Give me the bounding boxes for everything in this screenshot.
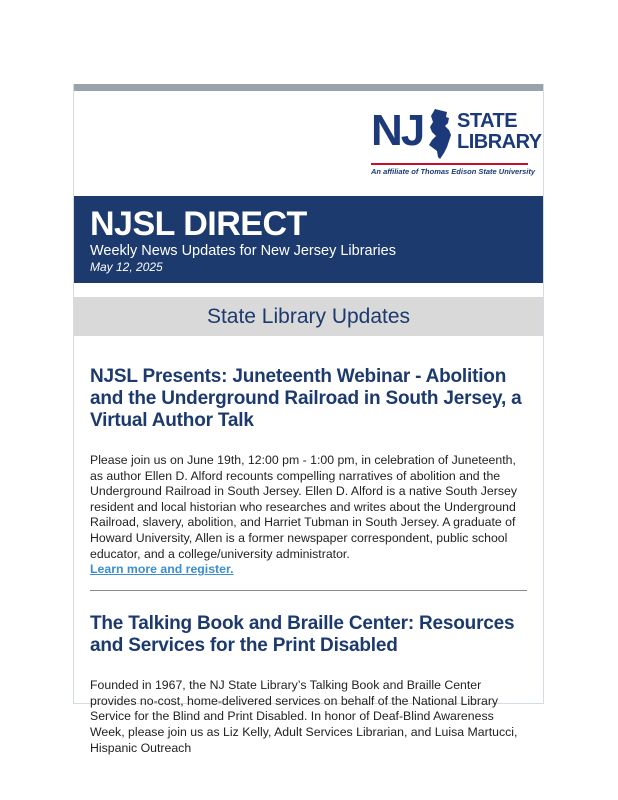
newsletter-title: NJSL DIRECT bbox=[90, 205, 307, 243]
logo-wordmark bbox=[457, 111, 542, 153]
logo-red-rule bbox=[371, 163, 528, 165]
header-logo-area bbox=[74, 91, 543, 196]
learn-more-register-link[interactable]: Learn more and register. bbox=[90, 562, 234, 577]
article-body: Please join us on June 19th, 12:00 pm - 1:00 pm, in celebration of Juneteenth, as author Ellen D. Alford recounts compelling narratives of abolition and the Underground Railroad in South Jersey. Ellen D. Alford is a native South Jersey resident and local historian who researches and writes about the Underground Railroad, slavery, abolition, and Harriet Tubman in South Jersey. A graduate of Howard University, Allen is a former newspaper correspondent, public school educator, and a college/university administrator. bbox=[90, 453, 517, 561]
newsletter-frame bbox=[73, 84, 544, 755]
logo-state-text: STATE bbox=[457, 110, 518, 132]
newsletter-date: May 12, 2025 bbox=[90, 260, 163, 274]
article-juneteenth-webinar bbox=[90, 366, 527, 577]
article-body: Founded in 1967, the NJ State Library’s Talking Book and Braille Center provides no-cost, home-delivered services on behalf of the National Library Service for the Blind and Print Disabled. In honor of Deaf-Blind Awareness Week, please join us as Liz Kelly, Adult Services Librarian, and Luisa Martucci, Hispanic Outreach bbox=[90, 678, 518, 755]
newsletter-subtitle: Weekly News Updates for New Jersey Libraries bbox=[90, 243, 396, 259]
articles-content bbox=[74, 366, 543, 756]
logo-tagline: An affiliate of Thomas Edison State University bbox=[371, 167, 536, 176]
article-divider bbox=[90, 590, 527, 591]
section-header: State Library Updates bbox=[74, 297, 543, 336]
article-title: The Talking Book and Braille Center: Resources and Services for the Print Disabled bbox=[90, 613, 515, 657]
article-talking-book-braille bbox=[90, 613, 527, 756]
logo-nj-text: NJ bbox=[371, 106, 424, 155]
nj-state-library-logo[interactable] bbox=[371, 106, 542, 165]
logo-library-text: LIBRARY bbox=[457, 131, 542, 153]
article-title: NJSL Presents: Juneteenth Webinar - Abolition and the Underground Railroad in South Jersey, a Virtual Author Talk bbox=[90, 366, 522, 431]
new-jersey-state-icon bbox=[427, 108, 453, 160]
newsletter-banner bbox=[74, 196, 543, 283]
top-accent-bar bbox=[74, 84, 543, 91]
